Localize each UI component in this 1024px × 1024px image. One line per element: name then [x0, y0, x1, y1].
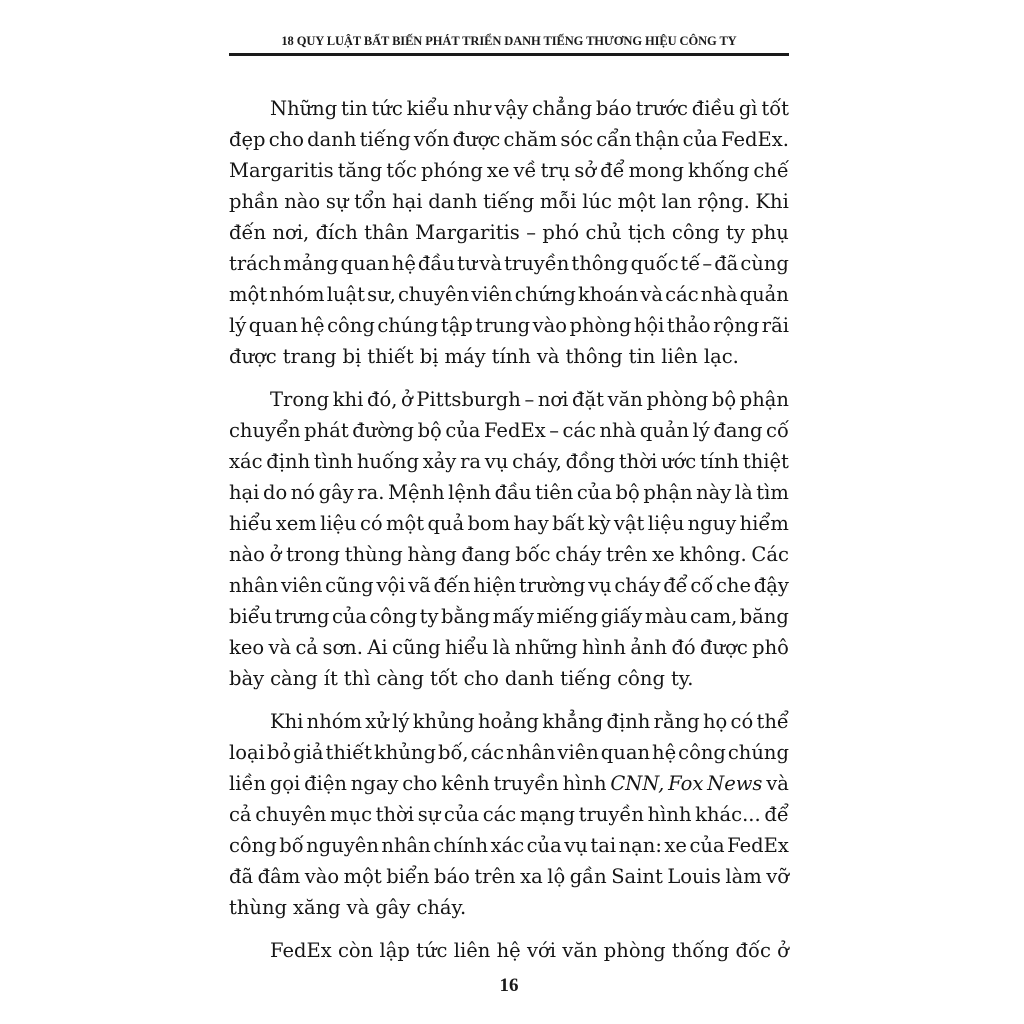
text-line: bày càng ít thì càng tốt cho danh tiếng công ty. — [229, 667, 694, 690]
paragraph — [229, 384, 789, 694]
text-line: đẹp cho danh tiếng vốn được chăm sóc cẩn thận của FedEx. — [229, 128, 789, 151]
text-line: trách mảng quan hệ đầu tư và truyền thông quốc tế – đã cùng — [229, 252, 789, 275]
text-line: phần nào sự tổn hại danh tiếng mỗi lúc một lan rộng. Khi — [229, 190, 789, 213]
text-line: Trong khi đó, ở Pittsburgh – nơi đặt văn phòng bộ phận — [270, 388, 789, 411]
text-line: đã đâm vào một biển báo trên xa lộ gần Saint Louis làm vỡ — [229, 865, 789, 888]
text-line: chuyển phát đường bộ của FedEx – các nhà quản lý đang cố — [229, 419, 789, 442]
paragraph — [229, 706, 789, 923]
text-line: thùng xăng và gây cháy. — [229, 896, 467, 919]
paragraph — [229, 93, 789, 372]
text-line: Những tin tức kiểu như vậy chẳng báo trước điều gì tốt — [270, 97, 789, 120]
text-line: biểu trưng của công ty bằng mấy miếng giấy màu cam, băng — [229, 605, 789, 628]
text-line: loại bỏ giả thiết khủng bố, các nhân viên quan hệ công chúng — [229, 741, 789, 764]
text-line: lý quan hệ công chúng tập trung vào phòng hội thảo rộng rãi — [229, 314, 789, 337]
text-line: xác định tình huống xảy ra vụ cháy, đồng thời ước tính thiệt — [229, 450, 789, 473]
text-line: Margaritis tăng tốc phóng xe về trụ sở để mong khống chế — [229, 159, 789, 182]
text-line: hiểu xem liệu có một quả bom hay bất kỳ vật liệu nguy hiểm — [229, 512, 789, 535]
text-line: hại do nó gây ra. Mệnh lệnh đầu tiên của bộ phận này là tìm — [229, 481, 789, 504]
body-text — [229, 93, 789, 978]
text-line: nào ở trong thùng hàng đang bốc cháy trên xe không. Các — [229, 543, 789, 566]
text-line: liền gọi điện ngay cho kênh truyền hình CNN, Fox News và — [229, 772, 789, 795]
paragraph — [229, 935, 789, 966]
text-line: cả chuyên mục thời sự của các mạng truyền hình khác... để — [229, 803, 789, 826]
text-line: đến nơi, đích thân Margaritis – phó chủ tịch công ty phụ — [229, 221, 789, 244]
text-line: keo và cả sơn. Ai cũng hiểu là những hình ảnh đó được phô — [229, 636, 789, 659]
running-head: 18 QUY LUẬT BẤT BIẾN PHÁT TRIỂN DANH TIẾNG THƯƠNG HIỆU CÔNG TY — [281, 34, 737, 48]
text-line: nhân viên cũng vội vã đến hiện trường vụ cháy để cố che đậy — [229, 574, 789, 597]
text-line: Khi nhóm xử lý khủng hoảng khẳng định rằng họ có thể — [270, 710, 789, 733]
text-line: một nhóm luật sư, chuyên viên chứng khoán và các nhà quản — [229, 283, 789, 306]
text-line: công bố nguyên nhân chính xác của vụ tai nạn: xe của FedEx — [229, 834, 789, 857]
page-number: 16 — [499, 975, 519, 996]
header-rule — [229, 53, 789, 56]
text-line: được trang bị thiết bị máy tính và thông tin liên lạc. — [229, 345, 739, 368]
text-line: FedEx còn lập tức liên hệ với văn phòng thống đốc ở — [270, 939, 789, 962]
